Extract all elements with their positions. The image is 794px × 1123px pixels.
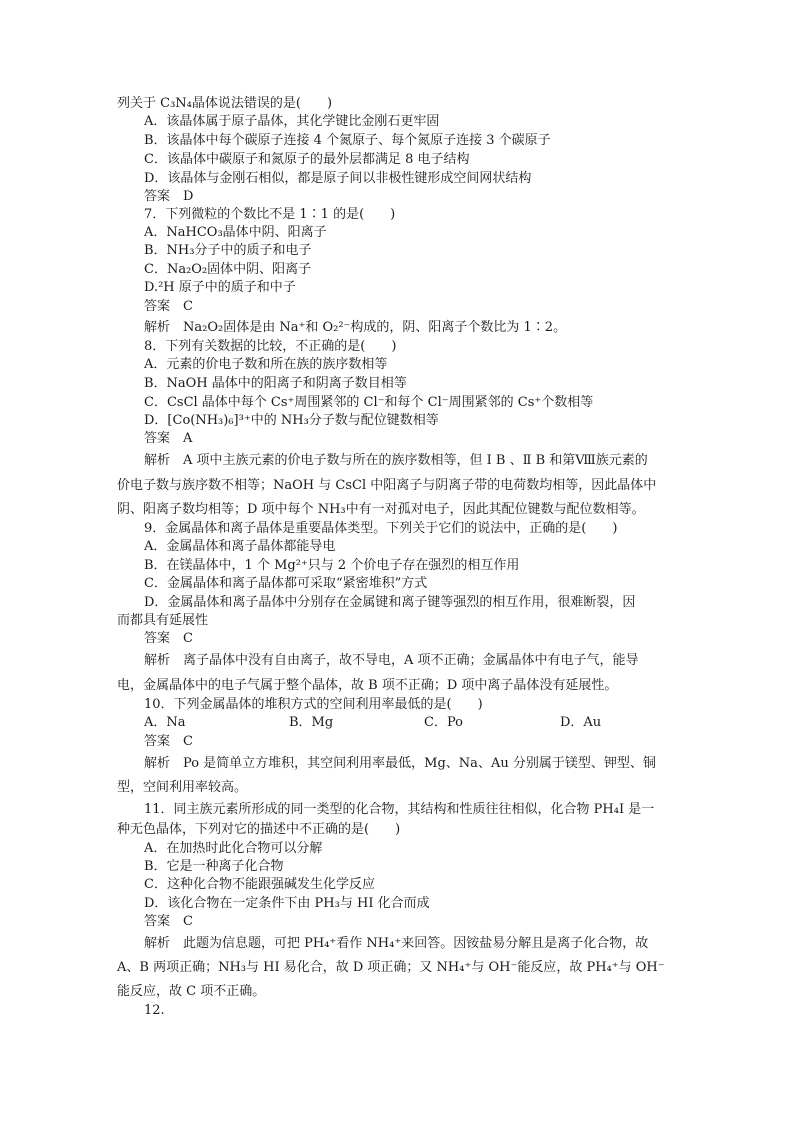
text-line: D．该晶体与金刚石相似，都是原子间以非极性键形成空间网状结构 [144,171,532,186]
text-line: B．它是一种离子化合物 [144,859,284,874]
text-line: 解析 此题为信息题，可把 PH₄⁺看作 NH₄⁺来回答。因铵盐易分解且是离子化合物，故 [144,936,649,951]
text-line: 10．下列金属晶体的堆积方式的空间利用率最低的是( ) [144,697,483,712]
q10-option-c: C．Po [424,715,463,730]
text-line: 价电子数与族序数不相等；NaOH 与 CsCl 中阳离子与阴离子带的电荷数均相等，因此晶体中 [117,478,657,493]
text-line: D．该化合物在一定条件下由 PH₃与 HI 化合而成 [144,896,430,911]
text-line: 解析 Po 是简单立方堆积，其空间利用率最低，Mg、Na、Au 分别属于镁型、钾型、铜 [144,756,656,771]
text-line: A．在加热时此化合物可以分解 [144,841,323,856]
text-line: D．[Co(NH₃)₆]³⁺中的 NH₃分子数与配位键数相等 [144,413,439,428]
text-line: A、B 两项正确；NH₃与 HI 易化合，故 D 项正确；又 NH₄⁺与 OH⁻能反应，故 PH₄⁺与 OH⁻ [117,960,665,975]
text-line: B．该晶体中每个碳原子连接 4 个氮原子、每个氮原子连接 3 个碳原子 [144,133,551,148]
text-line: 电，金属晶体中的电子气属于整个晶体，故 B 项不正确；D 项中离子晶体没有延展性。 [117,678,618,693]
text-line: A．该晶体属于原子晶体，其化学键比金刚石更牢固 [144,114,440,129]
text-line: 能反应，故 C 项不正确。 [117,984,266,999]
text-line: C．这种化合物不能跟强碱发生化学反应 [144,877,375,892]
text-line: 而都具有延展性 [117,613,209,628]
text-line: 解析 A 项中主族元素的价电子数与所在的族序数相等，但 Ⅰ B 、Ⅱ B 和第Ⅷ族元素的 [144,453,648,468]
text-line: B．NH₃分子中的质子和电子 [144,243,312,258]
text-line: 答案 C [144,734,193,749]
text-line: 答案 C [144,914,193,929]
q10-option-a: A．Na [144,715,186,730]
text-line: B．NaOH 晶体中的阳离子和阴离子数目相等 [144,376,407,391]
text-line: 种无色晶体，下列对它的描述中不正确的是( ) [117,822,401,837]
text-line: 型，空间利用率较高。 [117,780,248,795]
text-line: B．在镁晶体中，1 个 Mg²⁺只与 2 个价电子存在强烈的相互作用 [144,558,520,573]
text-line: 答案 C [144,299,193,314]
text-line: 7．下列微粒的个数比不是 1∶1 的是( ) [144,207,396,222]
text-line: 解析 Na₂O₂固体是由 Na⁺和 O₂²⁻构成的，阴、阳离子个数比为 1∶2。 [144,320,567,335]
text-line: 答案 D [144,189,194,204]
text-line: C．Na₂O₂固体中阴、阳离子 [144,262,312,277]
q10-option-d: D．Au [560,715,602,730]
text-line: 阴、阳离子数均相等；D 项中每个 NH₃中有一对孤对电子，因此其配位键数与配位数相等。 [117,502,645,517]
text-line: 答案 A [144,431,193,446]
text-line: C．CsCl 晶体中每个 Cs⁺周围紧邻的 Cl⁻和每个 Cl⁻周围紧邻的 Cs⁺个数相等 [144,395,594,410]
text-line: D.²H 原子中的质子和中子 [144,280,296,295]
text-line: 解析 离子晶体中没有自由离子，故不导电，A 项不正确；金属晶体中有电子气，能导 [144,653,639,668]
text-line: A．金属晶体和离子晶体都能导电 [144,539,336,554]
text-line: 8．下列有关数据的比较，不正确的是( ) [144,339,397,354]
text-line: D．金属晶体和离子晶体中分别存在金属键和离子键等强烈的相互作用，很难断裂，因 [144,595,636,610]
text-line: A．元素的价电子数和所在族的族序数相等 [144,357,388,372]
text-line: A．NaHCO₃晶体中阴、阳离子 [144,225,327,240]
text-line: 列关于 C₃N₄晶体说法错误的是( ) [117,96,333,111]
text-line: 答案 C [144,631,193,646]
text-line: C．该晶体中碳原子和氮原子的最外层都满足 8 电子结构 [144,152,470,167]
text-line: 11．同主族元素所形成的同一类型的化合物，其结构和性质往往相似，化合物 PH₄I 是一 [144,802,655,817]
q10-option-b: B．Mg [289,715,334,730]
text-line: 12. [144,1003,165,1018]
text-line: C．金属晶体和离子晶体都可采取“紧密堆积”方式 [144,576,428,591]
text-line: 9．金属晶体和离子晶体是重要晶体类型。下列关于它们的说法中，正确的是( ) [144,521,618,536]
